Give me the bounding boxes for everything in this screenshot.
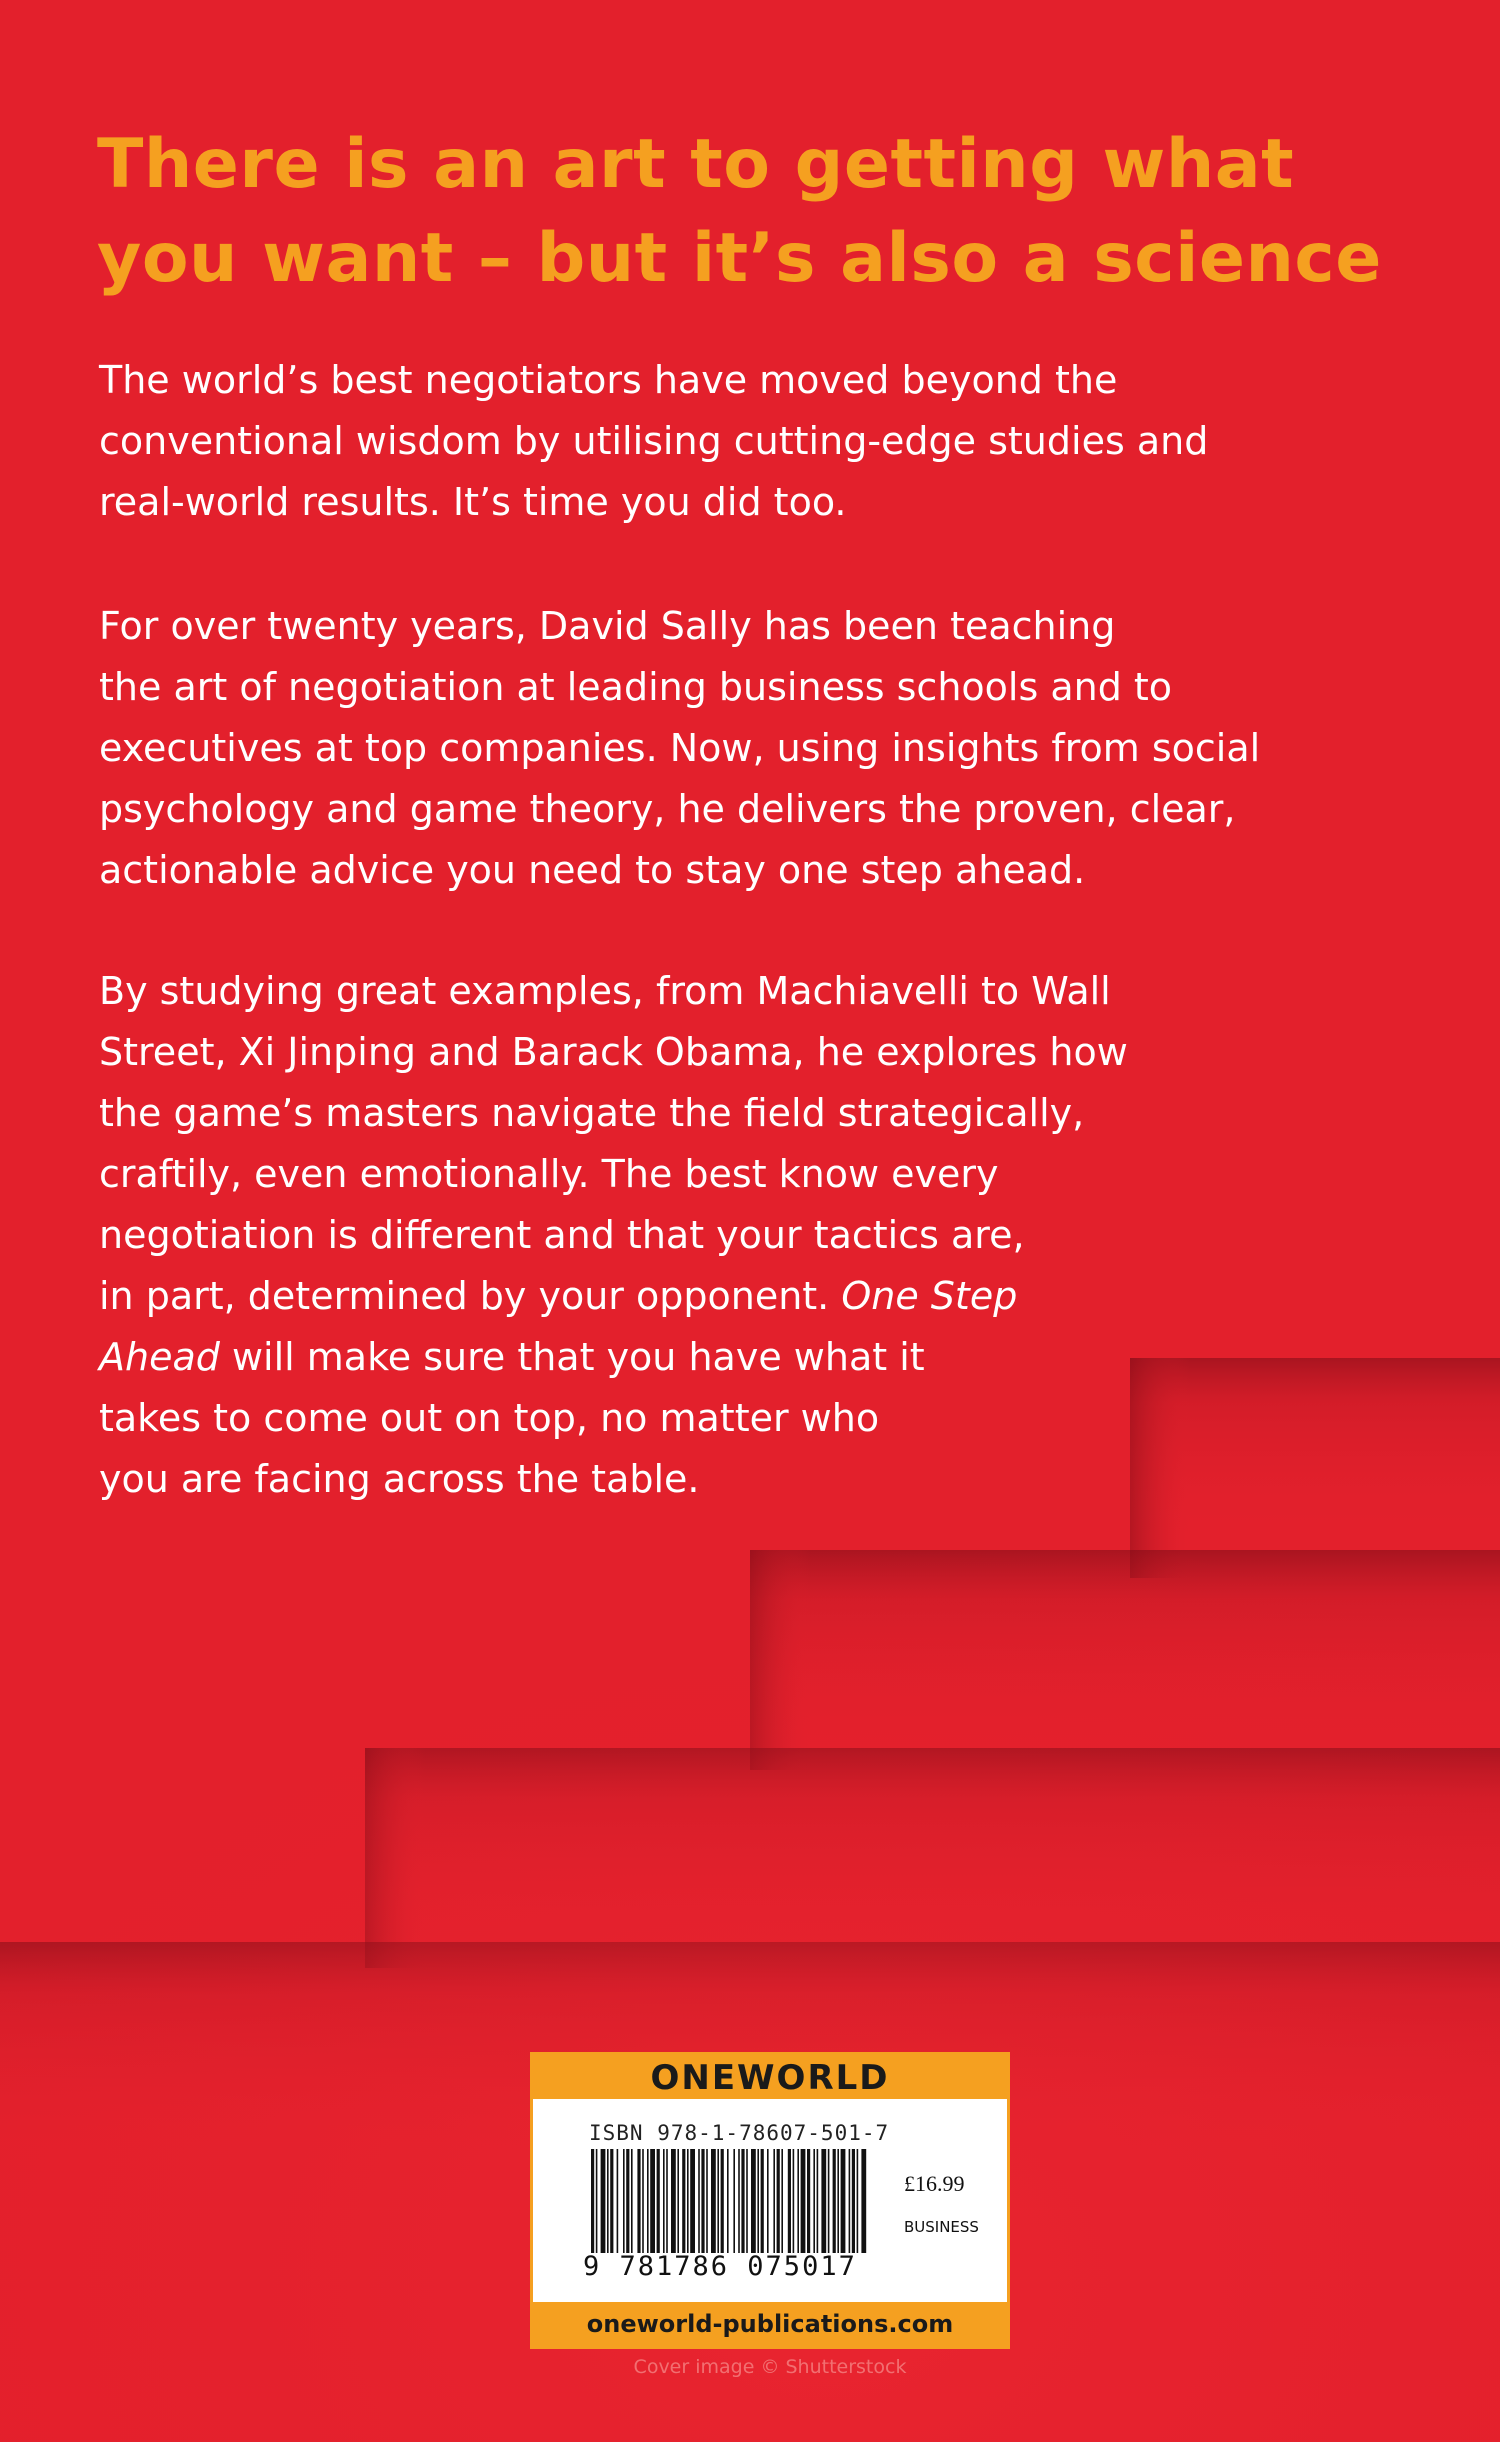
barcode-bar bbox=[650, 2149, 655, 2253]
blurb-paragraph-1 bbox=[99, 350, 1439, 533]
blurb-line-text: in part, determined by your opponent. bbox=[99, 1274, 830, 1318]
barcode-bar bbox=[610, 2149, 613, 2253]
barcode-bar bbox=[601, 2149, 606, 2253]
barcode-bar bbox=[706, 2149, 708, 2253]
barcode-bar bbox=[733, 2149, 735, 2253]
barcode-bar bbox=[817, 2149, 819, 2253]
barcode-bar bbox=[617, 2149, 619, 2253]
barcode-bar bbox=[761, 2149, 764, 2253]
barcode-bar bbox=[841, 2149, 846, 2253]
barcode-bar bbox=[793, 2149, 795, 2253]
blurb-line: real-world results. It’s time you did too. bbox=[99, 480, 847, 524]
blurb-line: For over twenty years, David Sally has been teaching bbox=[99, 604, 1116, 648]
blurb-line-with-title bbox=[99, 1266, 1439, 1327]
barcode-bar bbox=[746, 2149, 748, 2253]
blurb-line: Street, Xi Jinping and Barack Obama, he explores how bbox=[99, 1030, 1128, 1074]
barcode-bar bbox=[663, 2149, 665, 2253]
headline-line: you want – but it’s also a science bbox=[97, 219, 1382, 298]
book-title-italic: One Step bbox=[841, 1274, 1018, 1318]
blurb-paragraph-2 bbox=[99, 596, 1439, 901]
blurb-paragraph-3 bbox=[99, 961, 1439, 1510]
barcode-bar bbox=[677, 2149, 679, 2253]
barcode-bar bbox=[607, 2149, 609, 2253]
isbn-text: ISBN 978-1-78607-501-7 bbox=[589, 2121, 890, 2145]
blurb-line: The world’s best negotiators have moved beyond the bbox=[99, 358, 1118, 402]
price-label: £16.99 bbox=[904, 2171, 965, 2196]
publisher-name: ONEWORLD bbox=[533, 2055, 1007, 2099]
barcode-bar bbox=[727, 2149, 729, 2253]
barcode-bar bbox=[741, 2149, 744, 2253]
barcode-bar bbox=[801, 2149, 806, 2253]
barcode-bar bbox=[701, 2149, 704, 2253]
barcode-bar bbox=[852, 2149, 855, 2253]
barcode-bar bbox=[781, 2149, 783, 2253]
barcode-bar bbox=[837, 2149, 839, 2253]
barcode-bar bbox=[717, 2149, 719, 2253]
barcode-bar bbox=[828, 2149, 830, 2253]
barcode-bar bbox=[666, 2149, 668, 2253]
barcode-bar bbox=[773, 2149, 775, 2253]
cover-image-credit: Cover image © Shutterstock bbox=[633, 2356, 907, 2378]
blurb-line: actionable advice you need to stay one step ahead. bbox=[99, 848, 1086, 892]
blurb-line: executives at top companies. Now, using insights from social bbox=[99, 726, 1261, 770]
barcode-bar bbox=[721, 2149, 724, 2253]
barcode-bar bbox=[797, 2149, 799, 2253]
blurb-line: craftily, even emotionally. The best know every bbox=[99, 1152, 999, 1196]
blurb-line: By studying great examples, from Machiavelli to Wall bbox=[99, 969, 1111, 1013]
barcode-graphic bbox=[591, 2149, 867, 2253]
barcode-bar bbox=[698, 2149, 700, 2253]
barcode-number: 9 781786 075017 bbox=[583, 2251, 857, 2282]
blurb-line: conventional wisdom by utilising cutting-edge studies and bbox=[99, 419, 1209, 463]
cover-headline bbox=[97, 118, 1427, 306]
barcode-bar bbox=[682, 2149, 685, 2253]
blurb-line-with-title bbox=[99, 1327, 1439, 1388]
barcode-bar bbox=[591, 2149, 594, 2253]
barcode-bar bbox=[861, 2149, 866, 2253]
barcode-bar bbox=[788, 2149, 791, 2253]
book-title-italic: Ahead bbox=[99, 1335, 220, 1379]
barcode-bar bbox=[623, 2149, 625, 2253]
publisher-website: oneworld-publications.com bbox=[533, 2302, 1007, 2346]
blurb-line: negotiation is different and that your tactics are, bbox=[99, 1213, 1025, 1257]
barcode-bar bbox=[687, 2149, 689, 2253]
barcode-bar bbox=[807, 2149, 810, 2253]
publisher-barcode-box bbox=[530, 2052, 1010, 2349]
barcode-bar bbox=[757, 2149, 759, 2253]
barcode-bar bbox=[642, 2149, 644, 2253]
barcode-bar bbox=[777, 2149, 780, 2253]
barcode-bar bbox=[767, 2149, 769, 2253]
blurb-line-text: will make sure that you have what it bbox=[219, 1335, 925, 1379]
blurb-line: the game’s masters navigate the field strategically, bbox=[99, 1091, 1085, 1135]
barcode-bar bbox=[857, 2149, 859, 2253]
barcode-bar bbox=[813, 2149, 815, 2253]
blurb-line: the art of negotiation at leading business schools and to bbox=[99, 665, 1173, 709]
blurb-line: you are facing across the table. bbox=[99, 1457, 700, 1501]
barcode-bar bbox=[596, 2149, 598, 2253]
blurb-line: takes to come out on top, no matter who bbox=[99, 1396, 880, 1440]
barcode-bar bbox=[631, 2149, 633, 2253]
barcode-bar bbox=[738, 2149, 740, 2253]
barcode-bar bbox=[626, 2149, 629, 2253]
headline-line: There is an art to getting what bbox=[97, 125, 1295, 204]
barcode-bar bbox=[657, 2149, 660, 2253]
barcode-bar bbox=[751, 2149, 756, 2253]
barcode-bar bbox=[690, 2149, 695, 2253]
blurb-line: psychology and game theory, he delivers the proven, clear, bbox=[99, 787, 1236, 831]
barcode-bar bbox=[647, 2149, 649, 2253]
barcode-bar bbox=[711, 2149, 716, 2253]
barcode-bar bbox=[821, 2149, 826, 2253]
barcode-bar bbox=[849, 2149, 851, 2253]
barcode-bar bbox=[833, 2149, 836, 2253]
barcode-bar bbox=[671, 2149, 676, 2253]
barcode-bar bbox=[637, 2149, 640, 2253]
category-label: BUSINESS bbox=[904, 2218, 979, 2236]
